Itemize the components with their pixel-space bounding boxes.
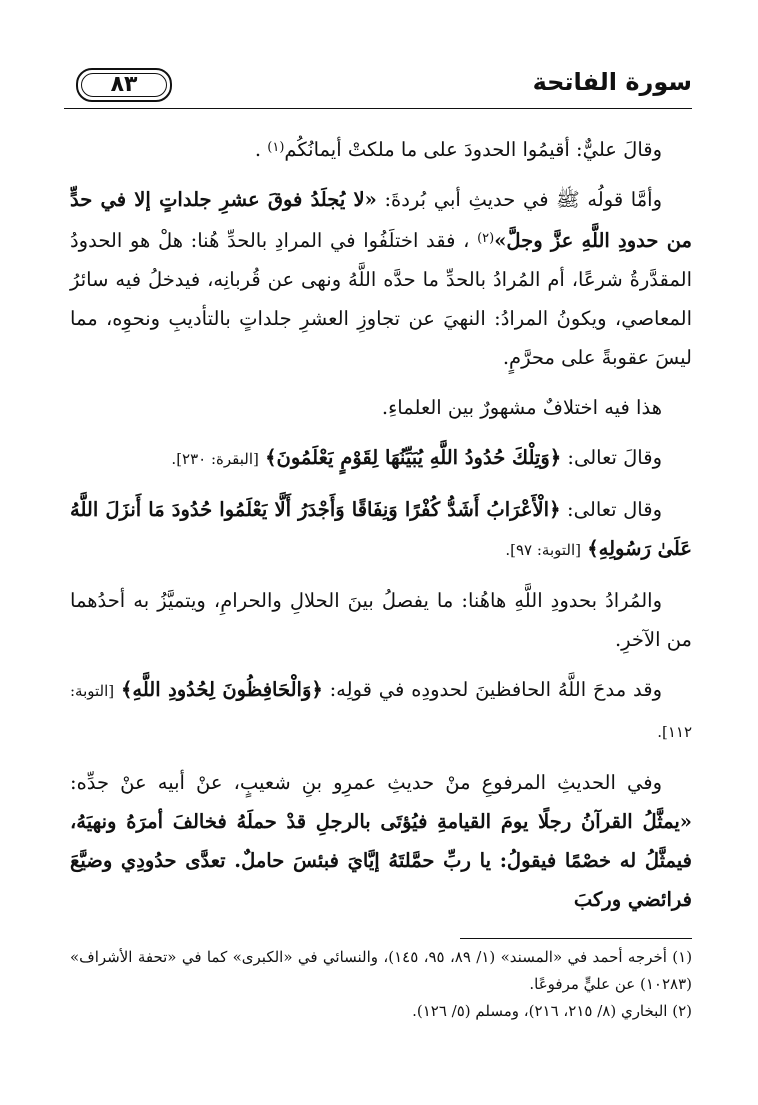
paragraph-8 bbox=[70, 763, 692, 919]
paragraph-5-intro: وقال تعالى: bbox=[560, 498, 662, 521]
footnotes bbox=[70, 944, 692, 1025]
hadith-quote-2: «يمثَّلُ القرآنُ رجلًا يومَ القيامةِ فيُؤتَى بالرجلِ قدْ حملَهُ فخالفَ أمرَهُ ونهيَهُ، فيمثَّلُ له خصْمًا فيقولُ: يا ربِّ حمَّلتَهُ إيَّايَ فبئسَ حاملٌ. تعدَّى حدُودِي وضيَّعَ فرائضي وركبَ bbox=[70, 810, 692, 911]
paragraph-2-rest: ، فقد اختلَفُوا في المرادِ بالحدِّ هُنا: هلْ هو الحدودُ المقدَّرةُ شرعًا، أم المُرادُ بالحدِّ ما حدَّه اللَّهُ ونهى عن قُربانِه، فيدخلُ فيه سائرُ المعاصي، ويكونُ المرادُ: النهيَ عن تجاوزِ العشرِ جلداتٍ بالتأديبِ ونحوِه، مما ليسَ عقوبةً على محرَّمٍ. bbox=[70, 229, 692, 369]
paragraph-4 bbox=[70, 438, 692, 479]
paragraph-1-end: . bbox=[254, 138, 268, 161]
chapter-title: سورة الفاتحة bbox=[532, 68, 692, 96]
main-text bbox=[70, 128, 692, 930]
paragraph-6: والمُرادُ بحدودِ اللَّهِ هاهُنا: ما يفصلُ بينَ الحلالِ والحرامِ، ويتميَّزُ به أحدُهما من الآخرِ. bbox=[70, 589, 692, 651]
footnote-ref-1[interactable]: (١) bbox=[267, 140, 285, 155]
quran-verse-2: ﴿الْأَعْرَابُ أَشَدُّ كُفْرًا وَنِفَاقًا وَأَجْدَرُ أَلَّا يَعْلَمُوا حُدُودَ مَا أَنزَلَ اللَّهُ عَلَىٰ رَسُولِهِ﴾ bbox=[70, 498, 692, 560]
footnote-divider bbox=[460, 938, 692, 939]
verse-citation-2: [التوبة: ٩٧]. bbox=[505, 541, 581, 559]
footnote-1: (١) أخرجه أحمد في «المسند» (١/ ٨٩، ٩٥، ١٤٥)، والنسائي في «الكبرى» كما في «تحفة الأشراف» (١٠٢٨٣) عن عليٍّ مرفوعًا. bbox=[70, 948, 693, 993]
page-number: ٨٣ bbox=[110, 72, 138, 97]
page-header bbox=[64, 62, 692, 112]
paragraph-8-intro: وفي الحديثِ المرفوعِ منْ حديثِ عمرِو بنِ شعيبٍ، عنْ أبيه عنْ جدِّه: bbox=[70, 771, 662, 794]
paragraph-1 bbox=[70, 128, 692, 169]
hadith-quote-1: «لا يُجلَدُ فوقَ عشرِ جلداتٍ إلا في حدٍّ من حدودِ اللَّهِ عزَّ وجلَّ» bbox=[70, 188, 692, 252]
paragraph-3: هذا فيه اختلافٌ مشهورٌ بين العلماءِ. bbox=[381, 396, 662, 419]
verse-citation-3: [التوبة: ١١٢]. bbox=[70, 682, 692, 741]
verse-citation-1: [البقرة: ٢٣٠]. bbox=[171, 450, 259, 468]
header-divider bbox=[64, 108, 692, 109]
footnote-ref-2[interactable]: (٢) bbox=[477, 231, 495, 246]
page-number-badge bbox=[76, 68, 172, 102]
paragraph-5 bbox=[70, 490, 692, 570]
paragraph-1-text: وقالَ عليٌّ: أقيمُوا الحدودَ على ما ملكتْ أيمانُكُم bbox=[284, 138, 662, 161]
paragraph-4-intro: وقالَ تعالى: bbox=[561, 446, 662, 469]
paragraph-7-intro: وقد مدحَ اللَّهُ الحافظينَ لحدودِه في قولِه: bbox=[322, 678, 662, 701]
paragraph-2-intro: وأمَّا قولُه ﷺ في حديثِ أبي بُردةَ: bbox=[376, 188, 662, 211]
footnote-2: (٢) البخاري (٨/ ٢١٥، ٢١٦)، ومسلم (٥/ ١٢٦). bbox=[412, 1002, 692, 1020]
quran-verse-3: ﴿وَالْحَافِظُونَ لِحُدُودِ اللَّهِ﴾ bbox=[120, 678, 323, 701]
quran-verse-1: ﴿وَتِلْكَ حُدُودُ اللَّهِ يُبَيِّنُهَا لِقَوْمٍ يَعْلَمُونَ﴾ bbox=[265, 446, 562, 469]
paragraph-7 bbox=[70, 670, 692, 752]
paragraph-2 bbox=[70, 180, 692, 377]
